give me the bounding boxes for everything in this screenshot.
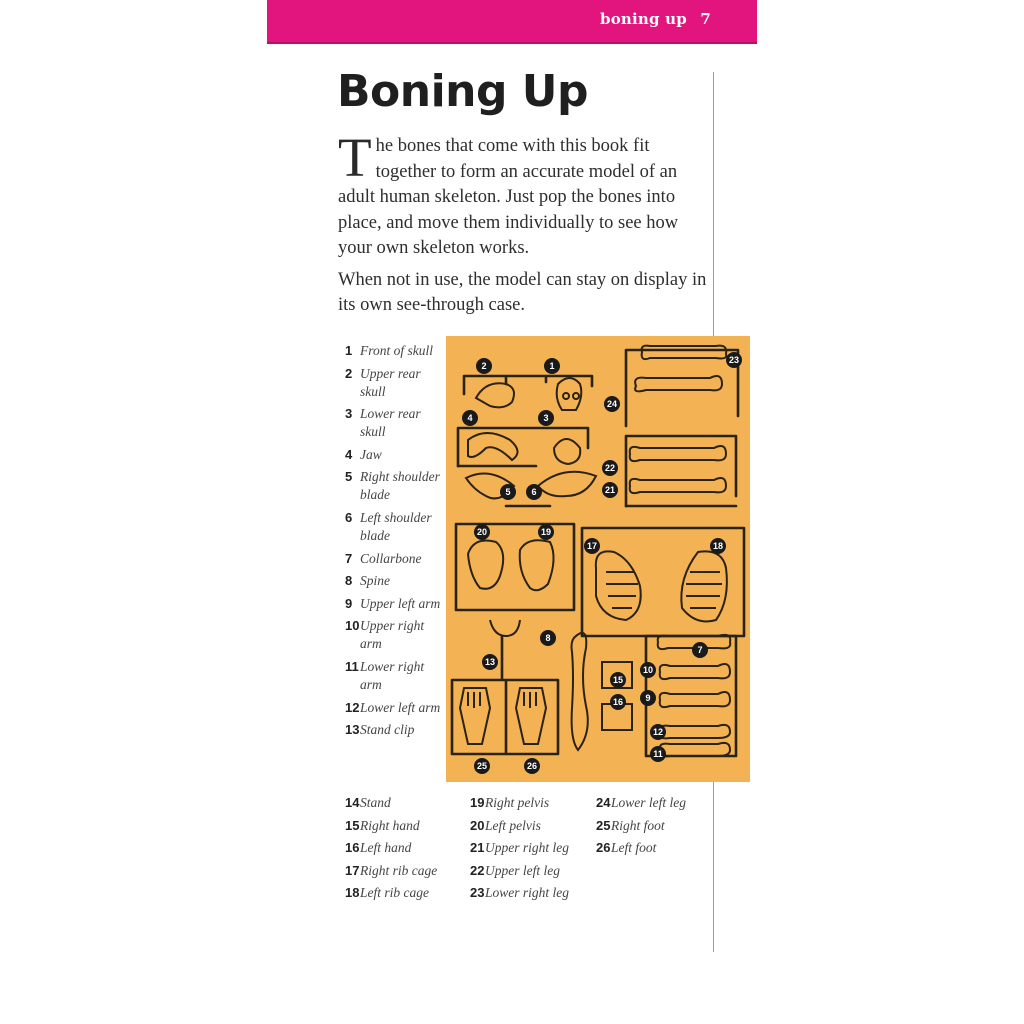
- legend-label: Stand clip: [360, 722, 415, 738]
- badge-21: [602, 482, 618, 498]
- legend-label: Front of skull: [360, 343, 433, 358]
- legend-item: [345, 365, 445, 401]
- legend-label: Jaw: [360, 446, 382, 462]
- badge-2: [476, 358, 492, 374]
- svg-text:5: 5: [505, 487, 511, 497]
- svg-text:11: 11: [653, 749, 663, 759]
- badge-24: [604, 396, 620, 412]
- badge-13: [482, 654, 498, 670]
- parts-sheet-drawing: [446, 336, 750, 782]
- legend-label: Spine: [360, 573, 390, 589]
- legend-item: [345, 839, 465, 857]
- legend-item: [345, 817, 465, 835]
- badge-25: [474, 758, 490, 774]
- legend-item: [345, 595, 445, 613]
- legend-item: [345, 468, 445, 504]
- badge-15: [610, 672, 626, 688]
- svg-text:13: 13: [484, 657, 496, 667]
- page-number: 7: [700, 10, 711, 28]
- svg-text:25: 25: [476, 761, 488, 771]
- legend-label: Collarbone: [360, 550, 422, 566]
- legend-item: [596, 794, 716, 812]
- svg-text:23: 23: [728, 355, 740, 365]
- legend-item: [470, 794, 590, 812]
- legend-label: Right hand: [360, 817, 420, 833]
- legend-column-1b: [345, 794, 465, 907]
- svg-text:9: 9: [645, 693, 651, 703]
- badge-23: [726, 352, 742, 368]
- legend-item: [345, 446, 445, 464]
- legend-label: Left pelvis: [485, 817, 541, 833]
- badge-22: [602, 460, 618, 476]
- intro-paragraph-1-text: he bones that come with this book fit together to form an accurate model of an adult human skeleton. Just pop the bones into place, and move them individually to see how your own skeleton works.: [338, 136, 679, 258]
- legend-item: [345, 699, 445, 717]
- legend-label: Lower rear skull: [360, 406, 421, 440]
- svg-text:26: 26: [526, 761, 538, 771]
- legend-item: [345, 550, 445, 568]
- intro-text: [338, 127, 710, 325]
- svg-text:10: 10: [642, 665, 654, 675]
- legend-number: 9: [345, 595, 353, 611]
- legend-number: 21: [470, 840, 485, 856]
- legend-label: Right pelvis: [485, 795, 550, 810]
- intro-paragraph-1: [338, 127, 710, 262]
- badge-1: [544, 358, 560, 374]
- badge-26: [524, 758, 540, 774]
- svg-text:3: 3: [543, 413, 549, 423]
- legend-number: 23: [470, 885, 485, 901]
- legend-number: 20: [470, 817, 485, 833]
- legend-item: [345, 342, 445, 360]
- legend-number: 3: [345, 406, 353, 422]
- legend-item: [345, 509, 445, 545]
- legend-number: 13: [345, 722, 360, 738]
- legend-item: [345, 862, 465, 880]
- badge-12: [650, 724, 666, 740]
- legend-number: 15: [345, 817, 360, 833]
- badge-4: [462, 410, 478, 426]
- legend-number: 26: [596, 840, 611, 856]
- legend-item: [345, 572, 445, 590]
- svg-text:15: 15: [612, 675, 624, 685]
- legend-number: 7: [345, 550, 353, 566]
- badge-6: [526, 484, 542, 500]
- svg-text:16: 16: [612, 697, 624, 707]
- legend-label: Upper left arm: [360, 595, 441, 611]
- badge-7: [692, 642, 708, 658]
- svg-text:19: 19: [540, 527, 552, 537]
- legend-item: [470, 817, 590, 835]
- legend-column-2: [470, 794, 590, 907]
- svg-text:20: 20: [476, 527, 488, 537]
- legend-label: Right foot: [611, 817, 665, 833]
- legend-number: 18: [345, 885, 360, 901]
- svg-text:18: 18: [712, 541, 724, 551]
- badge-16: [610, 694, 626, 710]
- legend-number: 11: [345, 658, 359, 674]
- svg-text:6: 6: [531, 487, 537, 497]
- legend-item: [596, 839, 716, 857]
- legend-label: Left shoulder blade: [360, 509, 432, 543]
- svg-text:7: 7: [697, 645, 703, 655]
- svg-text:1: 1: [549, 361, 555, 371]
- badge-18: [710, 538, 726, 554]
- section-title: boning up: [600, 10, 687, 28]
- legend-number: 16: [345, 840, 360, 856]
- legend-label: Left hand: [360, 840, 412, 856]
- legend-item: [345, 405, 445, 441]
- legend-number: 2: [345, 365, 353, 381]
- legend-column-3: [596, 794, 716, 862]
- sheet-background: [446, 336, 750, 782]
- svg-text:4: 4: [467, 413, 473, 423]
- svg-text:22: 22: [604, 463, 616, 473]
- legend-item: [345, 658, 445, 694]
- legend-number: 6: [345, 509, 353, 525]
- badge-3: [538, 410, 554, 426]
- legend-label: Left rib cage: [360, 885, 429, 901]
- svg-text:21: 21: [604, 485, 616, 495]
- legend-label: Upper rear skull: [360, 365, 421, 399]
- legend-item: [345, 617, 445, 653]
- legend-label: Lower left leg: [611, 795, 686, 810]
- legend-item: [470, 884, 590, 902]
- legend-label: Lower right leg: [485, 885, 570, 901]
- svg-text:2: 2: [481, 361, 487, 371]
- legend-number: 12: [345, 699, 360, 715]
- badge-10: [640, 662, 656, 678]
- legend-label: Lower left arm: [360, 699, 441, 715]
- legend-number: 1: [345, 343, 353, 358]
- badge-20: [474, 524, 490, 540]
- legend-item: [470, 862, 590, 880]
- legend-number: 22: [470, 862, 485, 878]
- header-bar: [267, 0, 757, 44]
- legend-number: 19: [470, 795, 485, 810]
- legend-label: Stand: [360, 795, 391, 810]
- legend-label: Upper left leg: [485, 862, 560, 878]
- legend-label: Left foot: [611, 840, 657, 856]
- legend-number: 4: [345, 446, 353, 462]
- svg-text:12: 12: [652, 727, 664, 737]
- page-title: Boning Up: [337, 66, 589, 117]
- badge-11: [650, 746, 666, 762]
- badge-19: [538, 524, 554, 540]
- legend-item: [596, 817, 716, 835]
- badge-8: [540, 630, 556, 646]
- legend-column-1: [345, 342, 445, 744]
- legend-number: 24: [596, 795, 611, 810]
- svg-text:8: 8: [545, 633, 551, 643]
- legend-item: [470, 839, 590, 857]
- legend-label: Upper right arm: [360, 618, 425, 652]
- svg-text:17: 17: [586, 541, 598, 551]
- badge-17: [584, 538, 600, 554]
- legend-number: 10: [345, 618, 360, 634]
- legend-item: [345, 794, 465, 812]
- legend-label: Right shoulder blade: [360, 469, 440, 503]
- legend-label: Upper right leg: [485, 840, 569, 856]
- badge-9: [640, 690, 656, 706]
- legend-label: Right rib cage: [360, 862, 438, 878]
- running-header: [600, 10, 711, 28]
- svg-text:24: 24: [606, 399, 618, 409]
- drop-cap: T: [338, 127, 372, 188]
- legend-number: 25: [596, 817, 611, 833]
- parts-sheet-illustration: [446, 336, 750, 782]
- legend-number: 5: [345, 469, 353, 485]
- badge-5: [500, 484, 516, 500]
- legend-number: 14: [345, 795, 360, 810]
- legend-number: 8: [345, 573, 353, 589]
- intro-paragraph-2: When not in use, the model can stay on display in its own see-through case.: [338, 269, 707, 315]
- legend-item: [345, 721, 445, 739]
- legend-item: [345, 884, 465, 902]
- legend-number: 17: [345, 862, 360, 878]
- legend-label: Lower right arm: [360, 658, 425, 692]
